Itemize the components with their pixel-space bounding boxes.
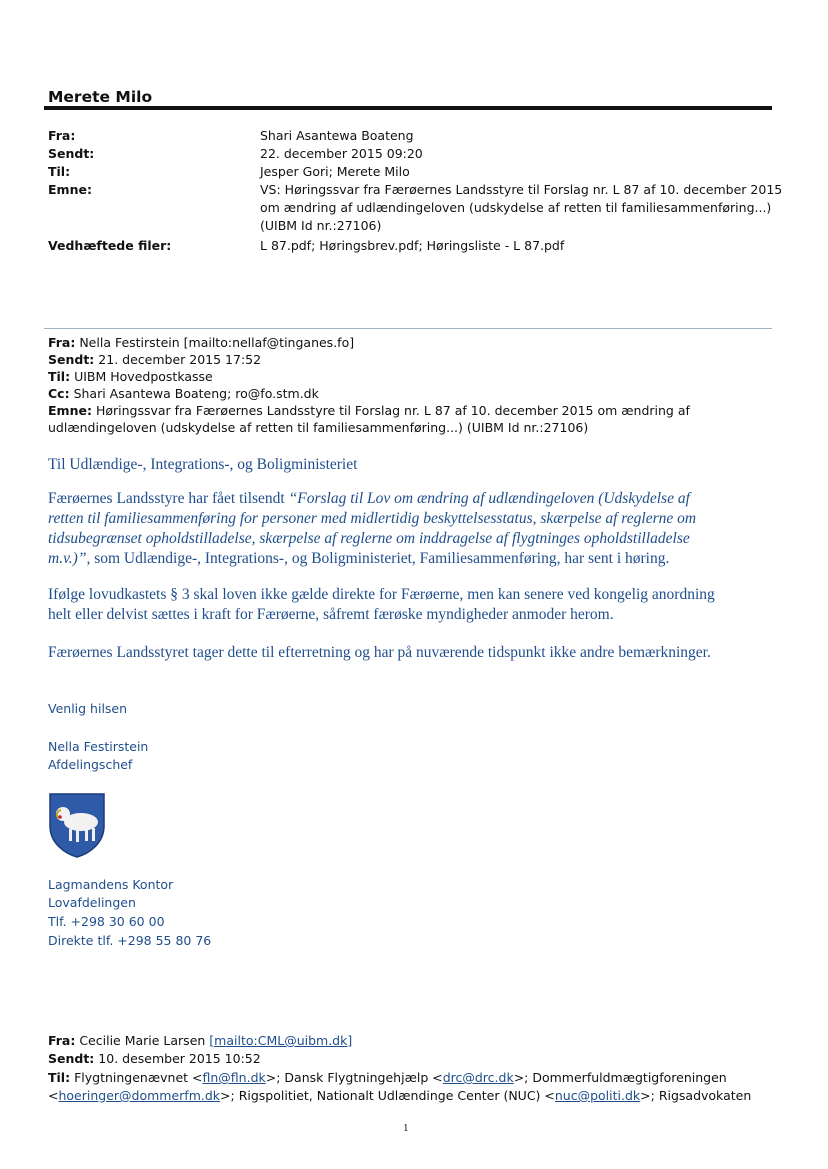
- letter-paragraph-2: [48, 585, 778, 625]
- from-value: Shari Asantewa Boateng: [260, 128, 414, 143]
- p1-line-4: [48, 549, 778, 569]
- email-link-politi[interactable]: nuc@politi.dk: [554, 1088, 641, 1103]
- fwd-subject-row: [48, 402, 690, 420]
- fwd-to-row: [48, 368, 213, 386]
- signature-name: Nella Festirstein: [48, 739, 149, 754]
- from-label: Fra:: [48, 128, 76, 143]
- attachments-value: L 87.pdf; Høringsbrev.pdf; Høringsliste - L 87.pdf: [260, 238, 565, 253]
- coat-of-arms-icon: [48, 792, 106, 858]
- fwd-sent-label: Sendt:: [48, 352, 95, 367]
- p1-intro: Færøernes Landsstyre har fået tilsendt: [48, 490, 289, 507]
- message-separator: [44, 328, 772, 329]
- signature-office: Lagmandens Kontor: [48, 877, 174, 892]
- letter-paragraph-3: Færøernes Landsstyret tager dette til efterretning og har på nuværende tidspunkt ikke andre bemærkninger.: [48, 644, 711, 661]
- prev-to-text-4: <: [48, 1088, 59, 1103]
- p2-line-1: Ifølge lovudkastets § 3 skal loven ikke gælde direkte for Færøerne, men kan senere ved kongelig anordning: [48, 586, 715, 603]
- sent-label: Sendt:: [48, 146, 95, 161]
- p1-title-3: tidsubegrænset opholdstilladelse, skærpelse af reglerne om inddragelse af flygtninges opholdstilladelse: [48, 530, 690, 547]
- signature-greeting: Venlig hilsen: [48, 701, 128, 716]
- fwd-sent-value: 21. december 2015 17:52: [98, 352, 262, 367]
- fwd-from-label: Fra:: [48, 335, 76, 350]
- email-link-dommerfm[interactable]: hoeringer@dommerfm.dk: [58, 1088, 221, 1103]
- p2-line-2: helt eller delvist sættes i kraft for Færøerne, såfremt færøske myndigheder anmoder herom.: [48, 606, 614, 623]
- prev-to-text-5: >; Rigspolitiet, Nationalt Udlændinge Center (NUC) <: [220, 1088, 555, 1103]
- subject-line-2: om ændring af udlændingeloven (udskydelse af retten til familiesammenføring...): [260, 200, 772, 215]
- fwd-subject-label: Emne:: [48, 403, 92, 418]
- p1-line-1: [48, 489, 778, 509]
- page-number: 1: [403, 1122, 409, 1134]
- prev-from-mailto-link[interactable]: [mailto:CML@uibm.dk]: [209, 1033, 353, 1048]
- prev-to-text-6: >; Rigsadvokaten: [640, 1088, 752, 1103]
- fwd-from-row: [48, 334, 354, 352]
- signature-department: Lovafdelingen: [48, 895, 136, 910]
- fwd-to-value: UIBM Hovedpostkasse: [74, 369, 213, 384]
- signature-phone: Tlf. +298 30 60 00: [48, 914, 165, 929]
- subject-line-3: (UIBM Id nr.:27106): [260, 218, 382, 233]
- fwd-cc-row: [48, 385, 319, 403]
- prev-from-label: Fra:: [48, 1033, 76, 1048]
- subject-line-1: VS: Høringssvar fra Færøernes Landsstyre til Forslag nr. L 87 af 10. december 2015: [260, 182, 783, 197]
- prev-from-name: Cecilie Marie Larsen: [79, 1033, 210, 1048]
- email-link-drc[interactable]: drc@drc.dk: [442, 1070, 514, 1085]
- letter-salutation: Til Udlændige-, Integrations-, og Boligministeriet: [48, 456, 358, 473]
- prev-from-row: [48, 1032, 352, 1050]
- prev-to-text-3: >; Dommerfuldmægtigforeningen: [513, 1070, 727, 1085]
- signature-direct-phone: Direkte tlf. +298 55 80 76: [48, 933, 212, 948]
- prev-to-text-1: Flygtningenævnet <: [74, 1070, 203, 1085]
- fwd-from-value: Nella Festirstein [mailto:nellaf@tinganes.fo]: [79, 335, 355, 350]
- to-value: Jesper Gori; Merete Milo: [260, 164, 410, 179]
- fwd-subject-line-2: udlændingeloven (udskydelse af retten til familiesammenføring...) (UIBM Id nr.:27106): [48, 420, 589, 435]
- fwd-cc-label: Cc:: [48, 386, 70, 401]
- letter-paragraph-1: [48, 489, 778, 569]
- mailbox-owner-name: Merete Milo: [48, 88, 153, 106]
- signature-title: Afdelingschef: [48, 757, 133, 772]
- prev-sent-value: 10. desember 2015 10:52: [98, 1051, 261, 1066]
- prev-sent-label: Sendt:: [48, 1051, 95, 1066]
- prev-to-row-2: [48, 1087, 751, 1105]
- attachments-label: Vedhæftede filer:: [48, 238, 172, 253]
- p1-title-4: m.v.)”: [48, 550, 87, 567]
- prev-sent-row: [48, 1050, 261, 1068]
- owner-divider: [44, 106, 772, 110]
- p1-line-2: [48, 509, 778, 529]
- prev-to-text-2: >; Dansk Flygtningehjælp <: [265, 1070, 443, 1085]
- sent-value: 22. december 2015 09:20: [260, 146, 423, 161]
- fwd-subject-line-1: Høringssvar fra Færøernes Landsstyre til Forslag nr. L 87 af 10. december 2015 om ændring af: [95, 403, 690, 418]
- p1-title-2: retten til familiesammenføring for personer med midlertidig beskyttelsesstatus, skærpelse af reglerne om: [48, 510, 697, 527]
- email-link-fln[interactable]: fln@fln.dk: [202, 1070, 266, 1085]
- prev-to-row-1: [48, 1069, 727, 1087]
- fwd-to-label: Til:: [48, 369, 71, 384]
- p1-rest: , som Udlændige-, Integrations-, og Boligministeriet, Familiesammenføring, har sent i høring.: [86, 550, 670, 567]
- subject-label: Emne:: [48, 182, 92, 197]
- fwd-sent-row: [48, 351, 261, 369]
- prev-to-label: Til:: [48, 1070, 71, 1085]
- fwd-cc-value: Shari Asantewa Boateng; ro@fo.stm.dk: [73, 386, 319, 401]
- p1-line-3: [48, 529, 778, 549]
- p1-title-1: “Forslag til Lov om ændring af udlændingeloven (Udskydelse af: [288, 490, 690, 507]
- to-label: Til:: [48, 164, 71, 179]
